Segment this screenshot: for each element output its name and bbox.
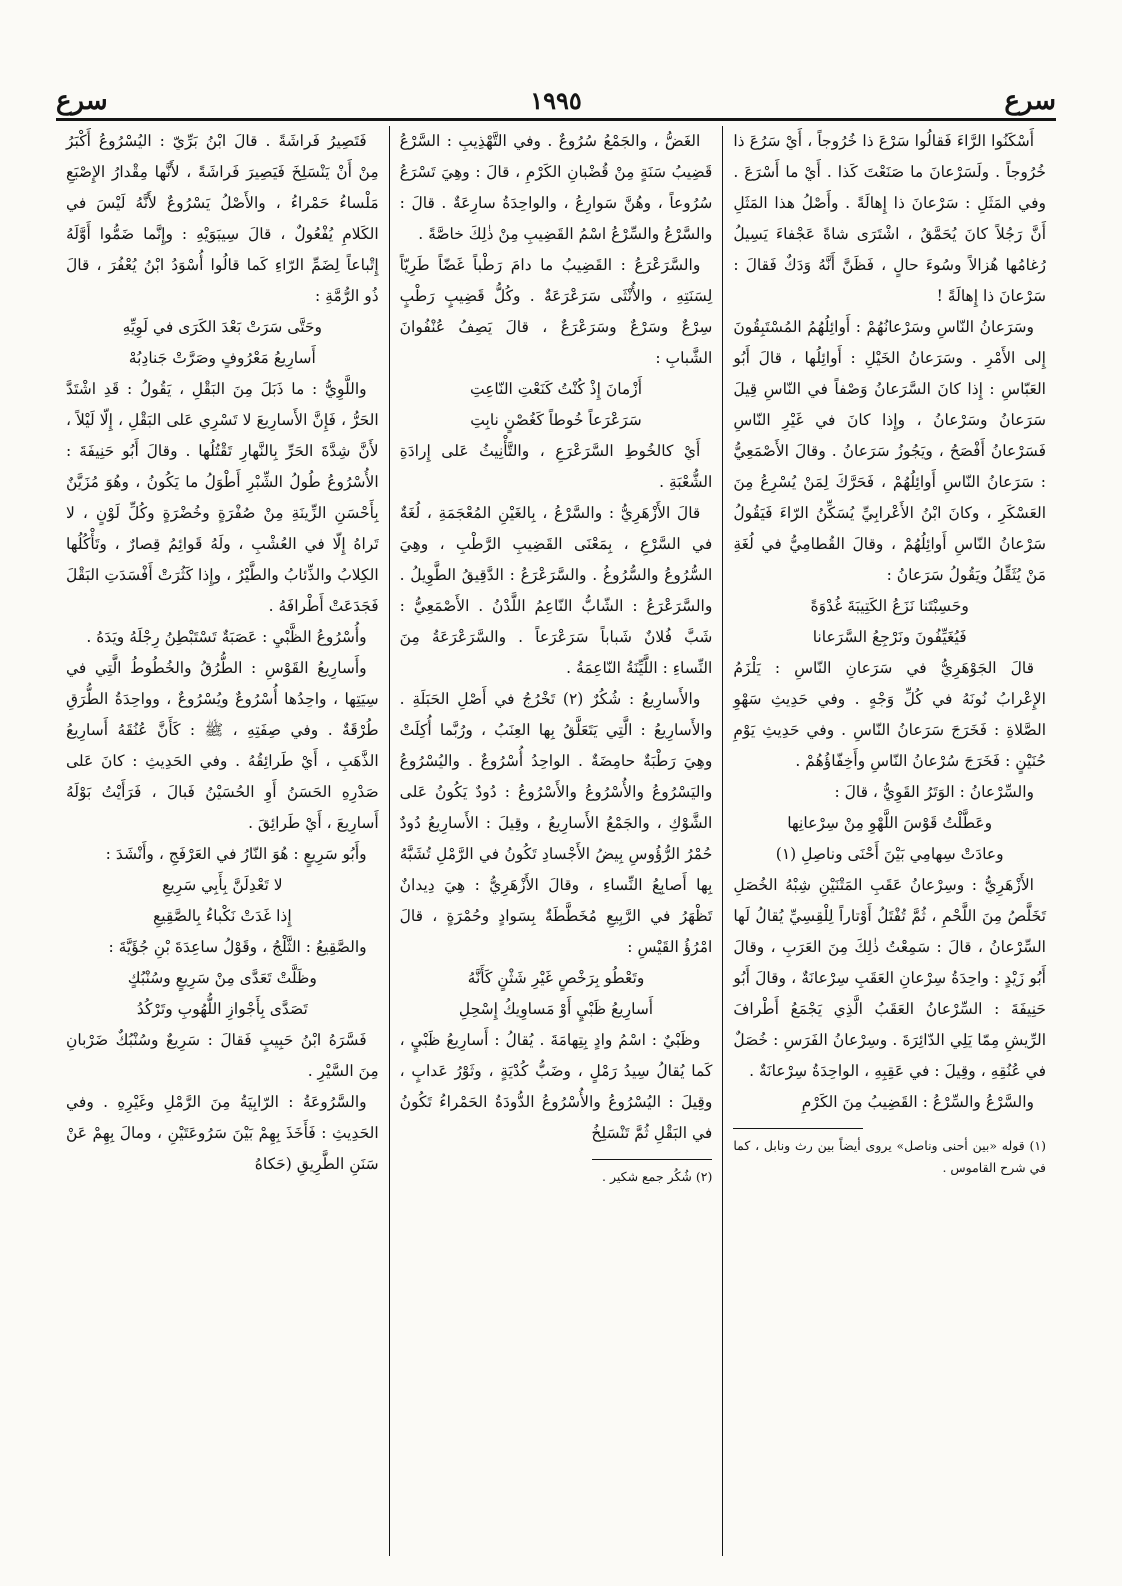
footnote: (٢) شُكُر جمع شكير . (602, 1169, 713, 1184)
verse-line: إِذا غَدَتْ نَكْباءُ بِالصَّقِيعِ (152, 907, 292, 925)
verse-line: أَسارِيعُ ظَبْيٍ أَوْ مَساوِيكُ إِسْحِلِ (458, 1000, 654, 1018)
paragraph: وأَبُو سَرِيعٍ : هُوَ النّارُ في العَرْفَجِ ، وأَنْشَدَ : (105, 845, 367, 863)
page-number: ١٩٩٥ (530, 86, 582, 115)
verse-line: وعَطَّلْتُ قَوْسَ اللَّهْوِ مِنْ سِرْعانِها (787, 814, 993, 832)
paragraph: والسَّرَعْرَعُ : القَضِيبُ ما دامَ رَطْباً غَضّاً طَرِيّاً لِسَنَتِهِ ، والأُنْثَى سَرَعْرَعَةٌ . وكُلُّ قَضِيبٍ رَطْبٍ سِرْعٌ وسَرْعٌ وسَرَعْرَعٌ ، قالَ يَصِفُ عُنْفُوانَ الشَّبابِ : (399, 256, 713, 367)
verse-line: سَرَعْرَعاً خُوطاً كَغُصْنٍ نابِتِ (470, 411, 642, 429)
paragraph: فَسَّرَهُ ابْنُ حَبِيبٍ فَقالَ : سَرِيعٌ وسُنْبُكٌ ضَرْبانِ مِنَ السَّيْرِ . (65, 1031, 379, 1080)
column-left (56, 126, 389, 1556)
verse-line: وظَلَّتْ تَعَدَّى مِنْ سَرِيعٍ وسُنْبُكٍ (127, 969, 317, 987)
verse-line: وحَسِبْتَنا نَزَعُ الكَتِيبَةَ غُدْوَةً (810, 597, 969, 615)
paragraph: أَسْكَنُوا الرَّاءَ فَقالُوا سَرْعَ ذا خُرُوجاً ، أَيْ سَرُعَ ذا خُرُوجاً . ولَسَرْعانَ ما صَنَعْتَ كَذا . أَيْ ما أَسْرَعَ . وفي المَثَلِ : سَرْعانَ ذا إِهالَةً . وأَصْلُ هذا المَثَلِ أَنَّ رَجُلاً كانَ يُحَمَّقُ ، اشْتَرَى شاةً عَجْفاءَ يَسِيلُ رُغامُها هُزالاً وسُوءَ حالٍ ، فَظَنَّ أَنَّهُ وَدَكٌ فَقالَ : سَرْعانَ ذا إِهالَةً ! (733, 132, 1046, 305)
paragraph: وأُسْرُوعُ الظَّبْيِ : عَصَبَةٌ تَسْتَبْطِنُ رِجْلَهُ ويَدَهُ . (86, 628, 367, 646)
column-middle (389, 126, 724, 1556)
verse-line: لا تَعْدِلَنَّ بِأَبِي سَرِيعِ (162, 876, 283, 894)
paragraph: والسَّرُوعَةُ : الرّابِيَةُ مِنَ الرَّمْلِ وغَيْرِهِ . وفي الحَدِيثِ : فَأَخَذَ بِهِمْ بَيْنَ سَرُوعَتَيْنِ ، ومالَ بِهِمْ عَنْ سَنَنِ الطَّرِيقِ (حَكاهُ (65, 1093, 379, 1173)
paragraph: وسَرَعانُ النّاسِ وسَرْعانُهُمْ : أَوائِلُهُمُ المُسْتَبِقُونَ إِلى الأَمْرِ . وسَرَعانُ الخَيْلِ : أَوائِلُها ، قالَ أَبُو العَبّاسِ : إِذا كانَ السَّرَعانُ وَصْفاً في النّاسِ قِيلَ سَرَعانُ وسَرْعانُ ، وإِذا كانَ في غَيْرِ النّاسِ فَسَرْعانُ أَفْصَحُ ، ويَجُوزُ سَرَعانُ . وقالَ الأَصْمَعِيُّ : سَرَعانُ النّاسِ أَوائِلُهُمْ ، فَحَرَّكَ لِمَنْ يُسْرِعُ مِنَ العَسْكَرِ ، وكانَ ابْنُ الأَعْرابِيِّ يُسَكِّنُ الرّاءَ فَيَقُولُ سَرْعانُ النّاسِ أَوائِلُهُمْ ، وقالَ القُطامِيُّ في لُغَةِ مَنْ يُثَقِّلُ ويَقُولُ سَرَعانُ : (733, 318, 1046, 584)
header-head-word-right: سرع (1004, 86, 1056, 116)
paragraph: الأَزْهَرِيُّ : وسِرْعانُ عَقَبِ المَتْنَيْنِ شِبْهُ الخُصَلِ تَخَلَّصُ مِنَ اللَّحْمِ ، ثُمَّ تُفْتَلُ أَوْتاراً لِلْقِسِيِّ يُقالُ لَها السِّرْعانُ ، قالَ : سَمِعْتُ ذٰلِكَ مِنَ العَرَبِ ، وقالَ أَبُو زَيْدٍ : واحِدَةُ سِرْعانِ العَقَبِ سِرْعانَةٌ ، وقالَ أَبُو حَنِيفَةَ : السِّرْعانُ العَقَبُ الَّذِي يَجْمَعُ أَطْرافَ الرِّيشِ مِمّا يَلِي الدّائِرَةَ . وسِرْعانُ الفَرَسِ : خُصَلٌ في عُنُقِهِ ، وقِيلَ : في عَقِبِهِ ، الواحِدَةُ سِرْعانَةٌ . (733, 876, 1046, 1080)
paragraph: وأَسارِيعُ القَوْسِ : الطُّرُقُ والخُطُوطُ الَّتِي في سِيَتِها ، واحِدُها أُسْرُوعٌ ويُسْرُوعٌ ، وواحِدَةُ الطُّرَقِ طُرْقَةٌ . وفي صِفَتِهِ ، ﷺ : كَأَنَّ عُنُقَهُ أَسارِيعُ الذَّهَبِ ، أَيْ طَرائِقُهُ . وفي الحَدِيثِ : كانَ عَلى صَدْرِهِ الحَسَنُ أَوِ الحُسَيْنُ فَبالَ ، فَرَأَيْتُ بَوْلَهُ أَسارِيعَ ، أَيْ طَرائِقَ . (65, 659, 379, 832)
paragraph: والأَسارِيعُ : شُكُرٌ (٢) تَخْرُجُ في أَصْلِ الحَبَلَةِ . والأَسارِيعُ : الَّتِي يَتَعَلَّقُ بِها العِنَبُ ، ورُبَّما أُكِلَتْ وهِيَ رَطْبَةٌ حامِضَةٌ . الواحِدُ أُسْرُوعٌ . واليُسْرُوعُ واليَسْرُوعُ والأُسْرُوعُ والأَسْرُوعُ : دُودٌ يَكُونُ عَلى الشَّوْكِ ، والجَمْعُ الأَسارِيعُ ، وقِيلَ : الأَسارِيعُ دُودٌ حُمْرُ الرُّؤُوسِ بِيضُ الأَجْسادِ تَكُونُ في الرَّمْلِ تُشَبَّهُ بِها أَصابِعُ النِّساءِ ، وقالَ الأَزْهَرِيُّ : هِيَ دِيدانٌ تَظْهَرُ في الرَّبِيعِ مُخَطَّطَةٌ بِسَوادٍ وحُمْرَةٍ ، قالَ امْرُؤُ القَيْسِ : (399, 690, 713, 956)
verse-line: وتَعْطُو بِرَخْصٍ غَيْرِ شَثْنٍ كَأَنَّهُ (467, 969, 645, 987)
footnote-rule (733, 1128, 863, 1129)
footnote-rule (592, 1159, 712, 1160)
text-columns (56, 126, 1056, 1556)
verse-line: أَزْمانَ إِذْ كُنْتُ كَنَعْتِ النّاعِتِ (469, 380, 643, 398)
paragraph: قالَ الأَزْهَرِيُّ : والسَّرْعُ ، بِالغَيْنِ المُعْجَمَةِ ، لُغَةٌ في السَّرْعِ ، بِمَعْنَى القَضِيبِ الرَّطْبِ ، وهِيَ السُّرُوعُ والسُّرُوغُ . والسَّرَعْرَعُ : الدَّقِيقُ الطَّوِيلُ . والسَّرَعْرَعُ : الشّابُّ النّاعِمُ اللَّدْنُ . الأَصْمَعِيُّ : شَبَّ فُلانٌ شَباباً سَرَعْرَعاً . والسَّرَعْرَعَةُ مِنَ النِّساءِ : اللَّيِّنَةُ النّاعِمَةُ . (399, 504, 713, 677)
paragraph: الغَضُّ ، والجَمْعُ سُرُوعٌ . وفي التَّهْذِيبِ : السَّرْعُ قَضِيبُ سَنَةٍ مِنْ قُضْبانِ الكَرْمِ ، قالَ : وهِيَ تَسْرَعُ سُرُوعاً ، وهُنَّ سَوارِعُ ، والواحِدَةُ سارِعَةٌ . قالَ : والسَّرْعُ والسِّرْعُ اسْمُ القَضِيبِ مِنْ ذٰلِكَ خاصَّةً . (399, 132, 713, 243)
paragraph: والصَّقِيعُ : الثَّلْجُ ، وقَوْلُ ساعِدَةَ بْنِ جُؤَيَّةَ : (108, 938, 367, 956)
footnote: (١) قوله «بين أحنى وناصل» يروى أيضاً بين رث ونابل ، كما في شرح القاموس . (733, 1138, 1046, 1175)
verse-line: وعادَتْ سِهامِي بَيْنَ أَحْنَى وناصِلِ (١) (775, 845, 1004, 863)
verse-line: فَيُغَيِّفُونَ ونَرْجِعُ السَّرَعانا (812, 628, 967, 646)
page-header (56, 78, 1056, 121)
paragraph: وظَبْيٌ : اسْمُ وادٍ بِتِهامَةَ . يُقالُ : أَسارِيعُ ظَبْيٍ ، كَما يُقالُ سِيدُ رَمْلٍ ، وضَبُّ كُدْيَةٍ ، وثَوْرُ عَدابٍ ، وقِيلَ : اليُسْرُوعُ والأُسْرُوعُ الدُّودَةُ الحَمْراءُ تَكُونُ في البَقْلِ ثُمَّ تَنْسَلِخُ (399, 1031, 713, 1142)
paragraph: أَيْ كالخُوطِ السَّرَعْرَعِ ، والتَّأْنِيثُ عَلى إِرادَةِ الشُّعْبَةِ . (399, 442, 713, 491)
verse-line: وحَتَّى سَرَتْ بَعْدَ الكَرَى في لَوِيِّهِ (122, 318, 322, 336)
paragraph: فَتَصِيرُ فَراشَةً . قالَ ابْنُ بَرِّيّ : اليُسْرُوعُ أَكْبَرُ مِنْ أَنْ يَنْسَلِخَ فَيَصِيرَ فَراشَةً ، لأَنَّها مِقْدارُ الإِصْبَعِ مَلْساءُ حَمْراءُ ، والأَصْلُ يَسْرُوعٌ لأَنَّهُ لَيْسَ في الكَلامِ يُفْعُولٌ ، قالَ سِيبَوَيْهِ : وإِنَّما ضَمُّوا أَوَّلَهُ إِتْباعاً لِضَمِّ الرّاءِ كَما قالُوا أُسْوَدُ ابْنُ يُعْفُرَ ، قالَ ذُو الرُّمَّةِ : (65, 132, 379, 305)
paragraph: والسِّرْعانُ : الوَتَرُ القَوِيُّ ، قالَ : (834, 783, 1034, 801)
paragraph: والسَّرْعُ والسِّرْعُ : القَضِيبُ مِنَ الكَرْمِ (801, 1093, 1034, 1111)
column-right (723, 126, 1056, 1556)
verse-line: تَصَدَّى بِأَجْوازِ اللُّهُوبِ وتَرْكُدُ (136, 1000, 308, 1018)
paragraph: واللَّوِيُّ : ما ذَبَلَ مِنَ البَقْلِ ، يَقُولُ : قَدِ اشْتَدَّ الحَرُّ ، فَإِنَّ الأَسارِيعَ لا تَسْرِي عَلى البَقْلِ ، إِلّا لَيْلاً ، لأَنَّ شِدَّةَ الحَرِّ بِالنَّهارِ تَقْتُلُها . وقالَ أَبُو حَنِيفَةَ : الأُسْرُوعُ طُولُ الشِّبْرِ أَطْوَلُ ما يَكُونُ ، وهُوَ مُزَيَّنٌ بِأَحْسَنِ الزِّينَةِ مِنْ صُفْرَةٍ وخُضْرَةٍ وكُلِّ لَوْنٍ ، لا تَراهُ إِلّا في العُشْبِ ، ولَهُ قَوائِمُ قِصارٌ ، وتَأْكُلُها الكِلابُ والذِّئابُ والطَّيْرُ ، وإِذا كَثُرَتْ أَفْسَدَتِ البَقْلَ فَجَدَعَتْ أَطْرافَهُ . (65, 380, 379, 615)
paragraph: قالَ الجَوْهَرِيُّ في سَرَعانِ النّاسِ : يَلْزَمُ الإِعْرابُ نُونَهُ في كُلِّ وَجْهٍ . وفي حَدِيثِ سَهْوِ الصَّلاةِ : فَخَرَجَ سَرَعانُ النّاسِ . وفي حَدِيثِ يَوْمِ حُنَيْنٍ : فَخَرَجَ سُرْعانُ النّاسِ وأَخِفّاؤُهُمْ . (733, 659, 1046, 770)
verse-line: أَسارِيعُ مَعْرُوفٍ وصَرَّتْ جَنادِبُهْ (128, 349, 316, 367)
header-head-word-left: سرع (56, 86, 108, 116)
